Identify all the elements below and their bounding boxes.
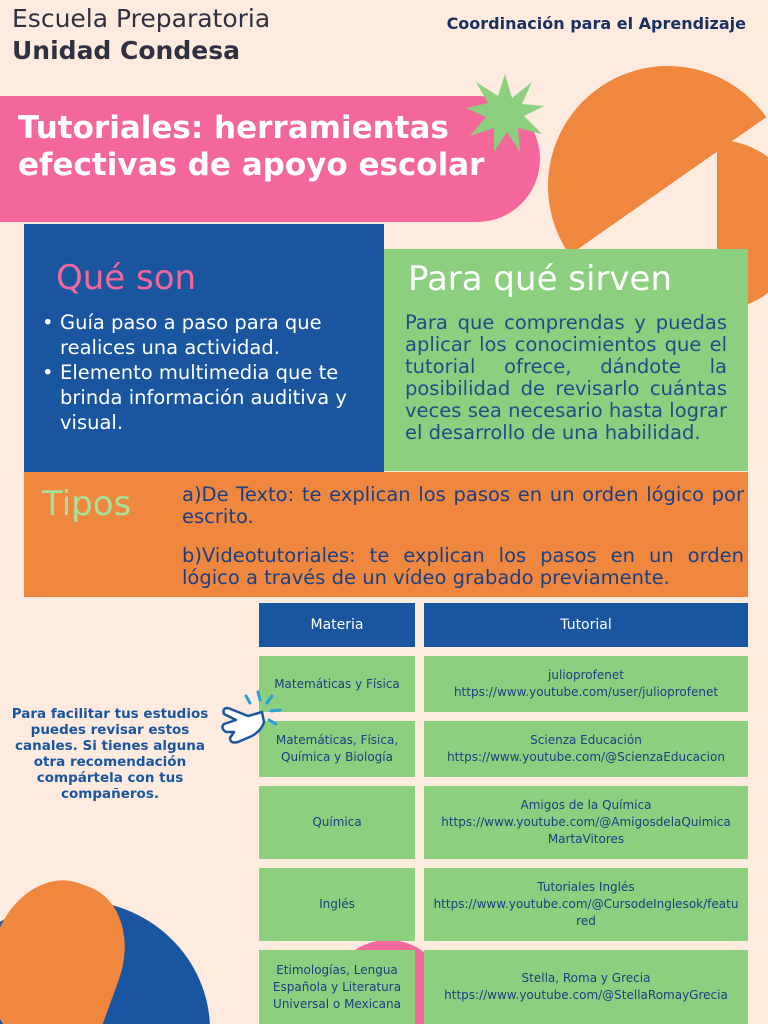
list-item: • Elemento multimedia que te brinda información auditiva y visual. bbox=[42, 360, 372, 435]
table-cell-tutorial bbox=[424, 721, 748, 777]
channel-name: Amigos de la Química bbox=[520, 798, 652, 812]
channel-name: Scienza Educación bbox=[530, 733, 642, 747]
channel-link[interactable]: https://www.youtube.com/@AmigosdelaQuimica bbox=[441, 815, 731, 829]
channel-link[interactable]: https://www.youtube.com/@ScienzaEducacion bbox=[447, 750, 725, 764]
table-cell-tutorial bbox=[424, 786, 748, 859]
page-title-line2: efectivas de apoyo escolar bbox=[18, 147, 485, 183]
table-cell-materia: Inglés bbox=[259, 868, 415, 941]
table-header-materia: Materia bbox=[259, 603, 415, 647]
channel-link[interactable]: https://www.youtube.com/user/julioprofenet bbox=[453, 685, 719, 699]
table-cell-materia: Matemáticas, Física, Química y Biología bbox=[259, 721, 415, 777]
que-son-heading: Qué son bbox=[56, 258, 197, 298]
table-header-tutorial: Tutorial bbox=[424, 603, 748, 647]
channel-name: Tutoriales Inglés bbox=[537, 880, 635, 894]
table-cell-tutorial bbox=[424, 950, 748, 1024]
coordination-title: Coordinación para el Aprendizaje bbox=[446, 14, 746, 33]
channel-name: Stella, Roma y Grecia bbox=[521, 971, 651, 985]
school-name-line1: Escuela Preparatoria bbox=[12, 4, 271, 33]
tipo-texto: a)De Texto: te explican los pasos en un orden lógico por escrito. bbox=[182, 483, 744, 528]
school-name-line2: Unidad Condesa bbox=[12, 36, 240, 65]
tipo-video: b)Videotutoriales: te explican los pasos en un orden lógico a través de un vídeo grabado previamente. bbox=[182, 544, 744, 589]
table-cell-tutorial bbox=[424, 656, 748, 712]
list-item: • Guía paso a paso para que realices una actividad. bbox=[42, 310, 372, 360]
pointer-hand-icon bbox=[218, 686, 288, 750]
para-que-heading: Para qué sirven bbox=[408, 259, 673, 299]
que-son-list bbox=[42, 310, 372, 435]
page-title-line1: Tutoriales: herramientas bbox=[18, 110, 449, 146]
side-note: Para facilitar tus estudios puedes revisar estos canales. Si tienes alguna otra recomendación compártela con tus compañeros. bbox=[11, 706, 209, 802]
starburst-icon bbox=[464, 72, 546, 154]
para-que-text: Para que comprendas y puedas aplicar los conocimientos que el tutorial ofrece, dándote la posibilidad de revisarlo cuántas veces sea necesario hasta lograr el desarrollo de una habilidad. bbox=[405, 311, 727, 444]
tipos-heading: Tipos bbox=[42, 484, 132, 524]
table-cell-materia: Matemáticas y Física bbox=[259, 656, 415, 712]
channel-name: julioprofenet bbox=[548, 668, 624, 682]
table-cell-materia: Química bbox=[259, 786, 415, 859]
channel-link[interactable]: https://www.youtube.com/@CursodeInglesok/featured bbox=[433, 897, 739, 928]
table-cell-materia: Etimologías, Lengua Española y Literatura Universal o Mexicana bbox=[259, 950, 415, 1024]
channel-name: MartaVitores bbox=[547, 832, 625, 846]
channel-link[interactable]: https://www.youtube.com/@StellaRomayGrecia bbox=[444, 988, 728, 1002]
page-title bbox=[18, 110, 538, 184]
table-cell-tutorial bbox=[424, 868, 748, 941]
